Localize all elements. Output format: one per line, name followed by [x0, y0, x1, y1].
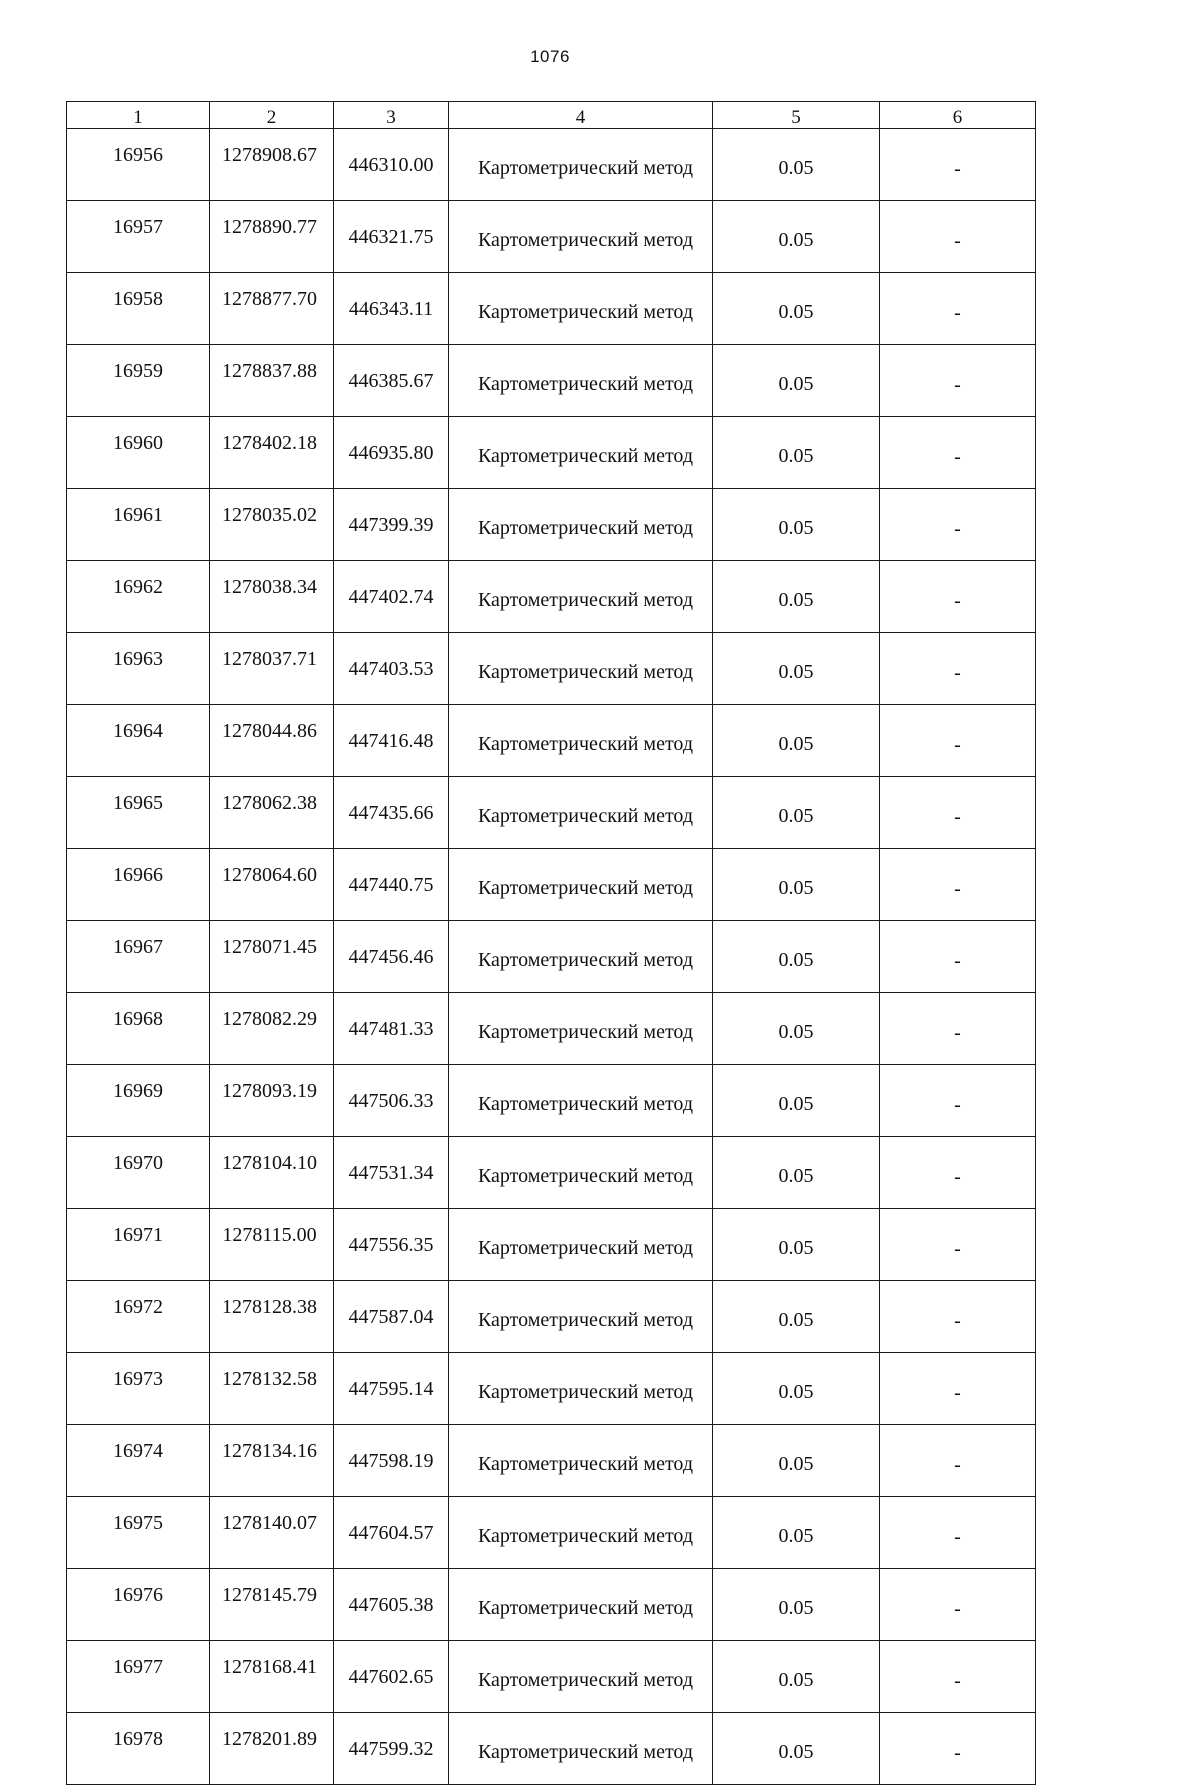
table-row	[67, 561, 1036, 633]
method-cell: Картометрический метод	[449, 1281, 713, 1353]
table-row	[67, 417, 1036, 489]
point-number-cell: 16963	[67, 633, 210, 705]
y-coordinate-cell: 447531.34	[334, 1137, 449, 1209]
point-number-cell: 16969	[67, 1065, 210, 1137]
point-number-cell: 16960	[67, 417, 210, 489]
point-number-cell: 16956	[67, 129, 210, 201]
x-coordinate-cell: 1278168.41	[210, 1641, 334, 1713]
y-coordinate-cell: 447435.66	[334, 777, 449, 849]
note-cell: -	[880, 417, 1036, 489]
point-number-cell: 16961	[67, 489, 210, 561]
note-cell: -	[880, 921, 1036, 993]
y-coordinate-cell: 446385.67	[334, 345, 449, 417]
accuracy-cell: 0.05	[713, 1353, 880, 1425]
note-cell: -	[880, 1497, 1036, 1569]
note-cell: -	[880, 1281, 1036, 1353]
accuracy-cell: 0.05	[713, 777, 880, 849]
point-number-cell: 16973	[67, 1353, 210, 1425]
point-number-cell: 16958	[67, 273, 210, 345]
note-cell: -	[880, 273, 1036, 345]
x-coordinate-cell: 1278037.71	[210, 633, 334, 705]
table-row	[67, 1641, 1036, 1713]
point-number-cell: 16971	[67, 1209, 210, 1281]
accuracy-cell: 0.05	[713, 417, 880, 489]
point-number-cell: 16978	[67, 1713, 210, 1785]
x-coordinate-cell: 1278082.29	[210, 993, 334, 1065]
table-row	[67, 1353, 1036, 1425]
accuracy-cell: 0.05	[713, 489, 880, 561]
x-coordinate-cell: 1278140.07	[210, 1497, 334, 1569]
x-coordinate-cell: 1278104.10	[210, 1137, 334, 1209]
point-number-cell: 16977	[67, 1641, 210, 1713]
method-cell: Картометрический метод	[449, 1425, 713, 1497]
y-coordinate-cell: 446935.80	[334, 417, 449, 489]
point-number-cell: 16976	[67, 1569, 210, 1641]
y-coordinate-cell: 447403.53	[334, 633, 449, 705]
y-coordinate-cell: 446321.75	[334, 201, 449, 273]
x-coordinate-cell: 1278877.70	[210, 273, 334, 345]
method-cell: Картометрический метод	[449, 633, 713, 705]
method-cell: Картометрический метод	[449, 345, 713, 417]
y-coordinate-cell: 447440.75	[334, 849, 449, 921]
column-header-6: 6	[880, 102, 1036, 129]
note-cell: -	[880, 1137, 1036, 1209]
accuracy-cell: 0.05	[713, 993, 880, 1065]
method-cell: Картометрический метод	[449, 705, 713, 777]
page-number: 1076	[530, 47, 570, 66]
table-row	[67, 489, 1036, 561]
x-coordinate-cell: 1278093.19	[210, 1065, 334, 1137]
method-cell: Картометрический метод	[449, 201, 713, 273]
accuracy-cell: 0.05	[713, 1137, 880, 1209]
y-coordinate-cell: 447595.14	[334, 1353, 449, 1425]
y-coordinate-cell: 447599.32	[334, 1713, 449, 1785]
note-cell: -	[880, 129, 1036, 201]
point-number-cell: 16957	[67, 201, 210, 273]
accuracy-cell: 0.05	[713, 1569, 880, 1641]
method-cell: Картометрический метод	[449, 1065, 713, 1137]
y-coordinate-cell: 446310.00	[334, 129, 449, 201]
note-cell: -	[880, 1425, 1036, 1497]
x-coordinate-cell: 1278837.88	[210, 345, 334, 417]
x-coordinate-cell: 1278890.77	[210, 201, 334, 273]
y-coordinate-cell: 447399.39	[334, 489, 449, 561]
x-coordinate-cell: 1278038.34	[210, 561, 334, 633]
table-row	[67, 777, 1036, 849]
accuracy-cell: 0.05	[713, 1209, 880, 1281]
accuracy-cell: 0.05	[713, 633, 880, 705]
y-coordinate-cell: 447481.33	[334, 993, 449, 1065]
note-cell: -	[880, 1641, 1036, 1713]
x-coordinate-cell: 1278064.60	[210, 849, 334, 921]
table-row	[67, 1209, 1036, 1281]
table-row	[67, 849, 1036, 921]
point-number-cell: 16959	[67, 345, 210, 417]
table-row	[67, 633, 1036, 705]
accuracy-cell: 0.05	[713, 849, 880, 921]
column-header-3: 3	[334, 102, 449, 129]
note-cell: -	[880, 1713, 1036, 1785]
note-cell: -	[880, 1209, 1036, 1281]
point-number-cell: 16962	[67, 561, 210, 633]
table-row	[67, 1713, 1036, 1785]
table-row	[67, 1065, 1036, 1137]
accuracy-cell: 0.05	[713, 1281, 880, 1353]
column-header-4: 4	[449, 102, 713, 129]
y-coordinate-cell: 447416.48	[334, 705, 449, 777]
note-cell: -	[880, 1065, 1036, 1137]
table-row	[67, 1425, 1036, 1497]
column-header-1: 1	[67, 102, 210, 129]
accuracy-cell: 0.05	[713, 1065, 880, 1137]
note-cell: -	[880, 1569, 1036, 1641]
y-coordinate-cell: 447587.04	[334, 1281, 449, 1353]
method-cell: Картометрический метод	[449, 1209, 713, 1281]
table-row	[67, 921, 1036, 993]
method-cell: Картометрический метод	[449, 1497, 713, 1569]
point-number-cell: 16964	[67, 705, 210, 777]
method-cell: Картометрический метод	[449, 1353, 713, 1425]
accuracy-cell: 0.05	[713, 921, 880, 993]
accuracy-cell: 0.05	[713, 1713, 880, 1785]
accuracy-cell: 0.05	[713, 1641, 880, 1713]
x-coordinate-cell: 1278145.79	[210, 1569, 334, 1641]
accuracy-cell: 0.05	[713, 201, 880, 273]
method-cell: Картометрический метод	[449, 273, 713, 345]
header-row	[67, 102, 1036, 129]
table-row	[67, 273, 1036, 345]
method-cell: Картометрический метод	[449, 1569, 713, 1641]
accuracy-cell: 0.05	[713, 345, 880, 417]
accuracy-cell: 0.05	[713, 561, 880, 633]
method-cell: Картометрический метод	[449, 993, 713, 1065]
point-number-cell: 16967	[67, 921, 210, 993]
method-cell: Картометрический метод	[449, 129, 713, 201]
note-cell: -	[880, 777, 1036, 849]
point-number-cell: 16975	[67, 1497, 210, 1569]
x-coordinate-cell: 1278128.38	[210, 1281, 334, 1353]
method-cell: Картометрический метод	[449, 489, 713, 561]
note-cell: -	[880, 993, 1036, 1065]
column-header-2: 2	[210, 102, 334, 129]
x-coordinate-cell: 1278044.86	[210, 705, 334, 777]
method-cell: Картометрический метод	[449, 849, 713, 921]
note-cell: -	[880, 561, 1036, 633]
table-row	[67, 129, 1036, 201]
table-row	[67, 1137, 1036, 1209]
note-cell: -	[880, 849, 1036, 921]
point-number-cell: 16970	[67, 1137, 210, 1209]
x-coordinate-cell: 1278201.89	[210, 1713, 334, 1785]
accuracy-cell: 0.05	[713, 705, 880, 777]
accuracy-cell: 0.05	[713, 273, 880, 345]
table-row	[67, 705, 1036, 777]
method-cell: Картометрический метод	[449, 1641, 713, 1713]
column-header-5: 5	[713, 102, 880, 129]
x-coordinate-cell: 1278115.00	[210, 1209, 334, 1281]
table-row	[67, 1281, 1036, 1353]
note-cell: -	[880, 633, 1036, 705]
method-cell: Картометрический метод	[449, 561, 713, 633]
y-coordinate-cell: 447556.35	[334, 1209, 449, 1281]
point-number-cell: 16966	[67, 849, 210, 921]
table-row	[67, 345, 1036, 417]
accuracy-cell: 0.05	[713, 1497, 880, 1569]
accuracy-cell: 0.05	[713, 1425, 880, 1497]
table-row	[67, 993, 1036, 1065]
table-row	[67, 1497, 1036, 1569]
y-coordinate-cell: 447602.65	[334, 1641, 449, 1713]
x-coordinate-cell: 1278071.45	[210, 921, 334, 993]
table-row	[67, 1569, 1036, 1641]
method-cell: Картометрический метод	[449, 1713, 713, 1785]
method-cell: Картометрический метод	[449, 777, 713, 849]
y-coordinate-cell: 447402.74	[334, 561, 449, 633]
table-header	[67, 102, 1036, 129]
table-row	[67, 201, 1036, 273]
coordinates-table	[66, 101, 1036, 1785]
note-cell: -	[880, 489, 1036, 561]
method-cell: Картометрический метод	[449, 1137, 713, 1209]
x-coordinate-cell: 1278062.38	[210, 777, 334, 849]
point-number-cell: 16965	[67, 777, 210, 849]
y-coordinate-cell: 447506.33	[334, 1065, 449, 1137]
point-number-cell: 16974	[67, 1425, 210, 1497]
note-cell: -	[880, 345, 1036, 417]
note-cell: -	[880, 201, 1036, 273]
point-number-cell: 16968	[67, 993, 210, 1065]
x-coordinate-cell: 1278132.58	[210, 1353, 334, 1425]
point-number-cell: 16972	[67, 1281, 210, 1353]
method-cell: Картометрический метод	[449, 921, 713, 993]
x-coordinate-cell: 1278035.02	[210, 489, 334, 561]
y-coordinate-cell: 447456.46	[334, 921, 449, 993]
y-coordinate-cell: 447604.57	[334, 1497, 449, 1569]
table-body	[67, 129, 1036, 1785]
x-coordinate-cell: 1278908.67	[210, 129, 334, 201]
accuracy-cell: 0.05	[713, 129, 880, 201]
y-coordinate-cell: 447598.19	[334, 1425, 449, 1497]
note-cell: -	[880, 1353, 1036, 1425]
method-cell: Картометрический метод	[449, 417, 713, 489]
x-coordinate-cell: 1278134.16	[210, 1425, 334, 1497]
y-coordinate-cell: 447605.38	[334, 1569, 449, 1641]
note-cell: -	[880, 705, 1036, 777]
y-coordinate-cell: 446343.11	[334, 273, 449, 345]
x-coordinate-cell: 1278402.18	[210, 417, 334, 489]
